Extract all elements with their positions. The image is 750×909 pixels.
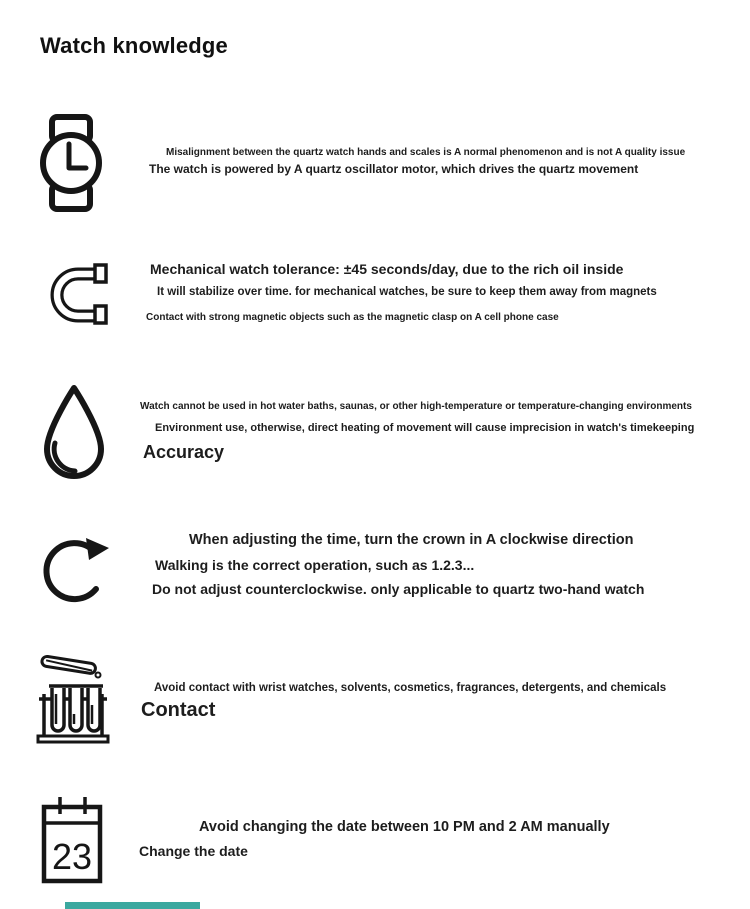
- section-text-line: Change the date: [139, 843, 248, 859]
- page-title: Watch knowledge: [40, 33, 228, 58]
- water-drop-icon: [40, 383, 108, 481]
- magnet-icon: [40, 262, 108, 326]
- section-text-line: Avoid contact with wrist watches, solvents, cosmetics, fragrances, detergents, and chemicals: [154, 682, 667, 694]
- bottom-accent-bar: [65, 902, 200, 909]
- wristwatch-icon: [38, 113, 104, 213]
- section-text-line: Avoid changing the date between 10 PM and 2 AM manually: [199, 819, 610, 835]
- calendar-icon: [40, 793, 104, 885]
- section-text-line: Watch cannot be used in hot water baths, saunas, or other high-temperature or temperature-changing environments: [140, 401, 692, 412]
- calendar-day-number: 23: [52, 836, 93, 877]
- clockwise-arrow-icon: [40, 527, 110, 613]
- section-text-line: Contact with strong magnetic objects such as the magnetic clasp on A cell phone case: [146, 312, 559, 323]
- test-tubes-icon: [36, 648, 110, 744]
- section-text-line: Mechanical watch tolerance: ±45 seconds/day, due to the rich oil inside: [150, 261, 624, 277]
- section-text-line: Misalignment between the quartz watch hands and scales is A normal phenomenon and is not A quality issue: [166, 147, 686, 158]
- section-text-line: It will stabilize over time. for mechanical watches, be sure to keep them away from magnets: [157, 286, 657, 298]
- section-heading-accuracy: Accuracy: [143, 442, 225, 462]
- section-text-line: When adjusting the time, turn the crown in A clockwise direction: [189, 532, 634, 548]
- section-text-line: Walking is the correct operation, such as 1.2.3...: [155, 557, 475, 573]
- section-text-line: Do not adjust counterclockwise. only applicable to quartz two-hand watch: [152, 581, 645, 597]
- section-heading-contact: Contact: [141, 699, 216, 721]
- section-text-line: The watch is powered by A quartz oscillator motor, which drives the quartz movement: [149, 162, 639, 176]
- section-text-line: Environment use, otherwise, direct heating of movement will cause imprecision in watch's timekeeping: [155, 422, 695, 434]
